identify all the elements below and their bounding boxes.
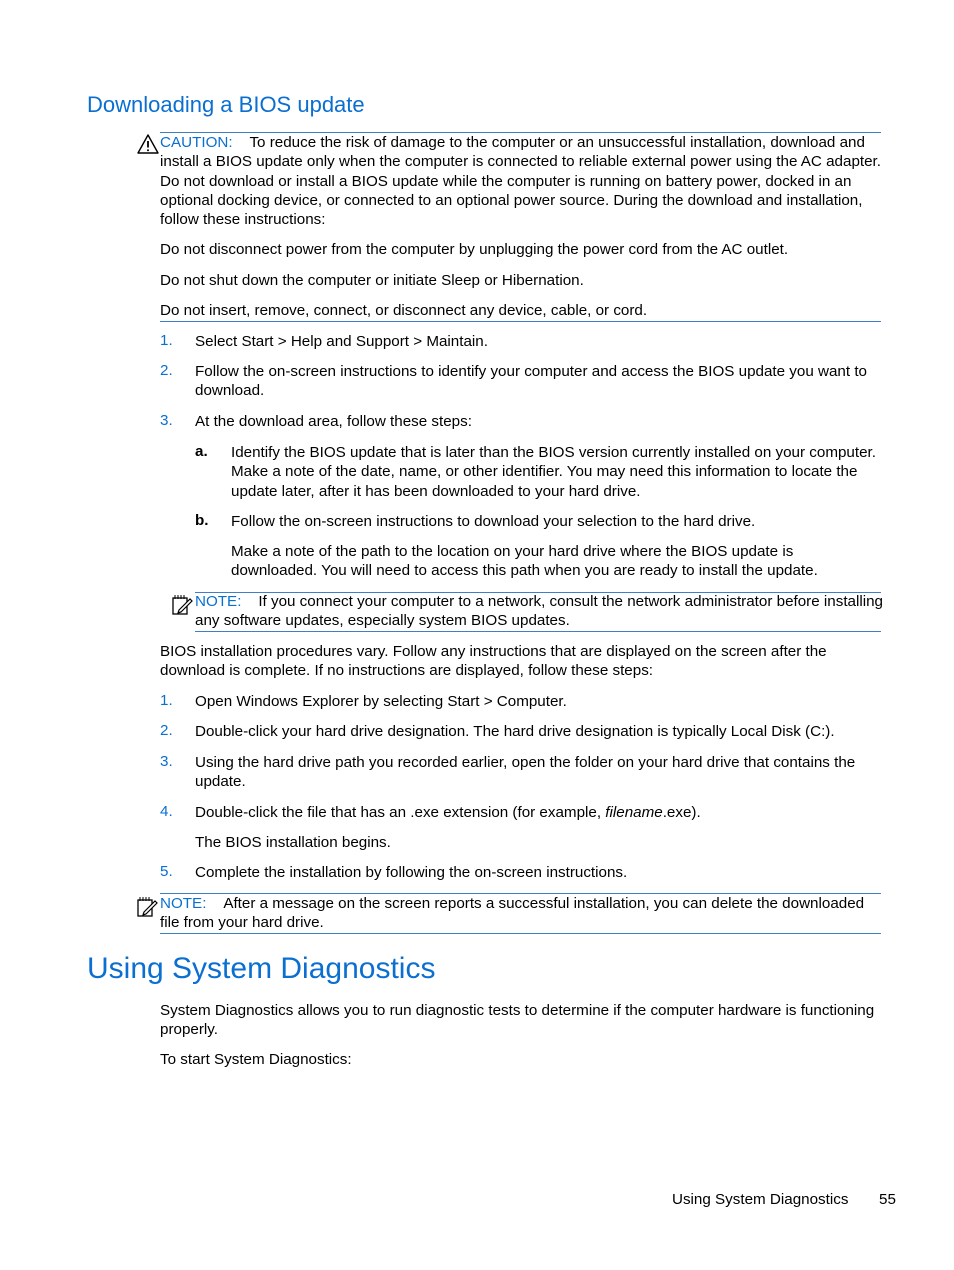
step-number: 2. xyxy=(160,362,173,379)
step-number: 3. xyxy=(160,412,173,429)
step-text-pre: Select xyxy=(195,333,242,350)
note1-label: NOTE: xyxy=(195,593,242,610)
caution-bottom-rule xyxy=(160,321,881,322)
install-step-number: 3. xyxy=(160,753,173,770)
caution-paragraph xyxy=(160,133,882,229)
note1-text: If you connect your computer to a network, consult the network administrator before installing any software updates, especially system BIOS updates. xyxy=(195,593,884,630)
section-heading-bios: Downloading a BIOS update xyxy=(87,92,365,117)
caution-warning-icon xyxy=(137,134,159,154)
step-text-post: .exe). xyxy=(662,804,701,821)
note2-notepad-icon xyxy=(135,895,159,919)
install-step-number: 2. xyxy=(160,722,173,739)
menu-path: Start > Computer xyxy=(447,693,563,710)
install-step-extra: The BIOS installation begins. xyxy=(195,834,391,851)
install-step-text: Using the hard drive path you recorded earlier, open the folder on your hard drive that contains the update. xyxy=(195,754,856,791)
note2-paragraph xyxy=(160,894,882,933)
filename-italic: filename xyxy=(605,804,663,821)
caution-item: Do not insert, remove, connect, or disconnect any device, cable, or cord. xyxy=(160,302,648,319)
install-step-text: Double-click your hard drive designation. The hard drive designation is typically Local Disk (C:). xyxy=(195,723,835,740)
note2-label: NOTE: xyxy=(160,895,207,912)
note1-paragraph xyxy=(195,592,885,631)
note2-text: After a message on the screen reports a successful installation, you can delete the downloaded file from your hard drive. xyxy=(160,895,865,932)
caution-item: Do not disconnect power from the computer by unplugging the power cord from the AC outlet. xyxy=(160,241,789,258)
step-text: Follow the on-screen instructions to identify your computer and access the BIOS update you want to download. xyxy=(195,363,867,400)
install-step-number: 5. xyxy=(160,863,173,880)
caution-text: To reduce the risk of damage to the computer or an unsuccessful installation, download and install a BIOS update only when the computer is connected to reliable external power using the AC adapter. Do not download or install a BIOS update while the computer is running on battery power, docked in an optional docking device, or connected to an optional power source. During the download and installation, follow these instructions: xyxy=(160,134,881,229)
step-text xyxy=(195,332,885,351)
footer-page-number: 55 xyxy=(879,1191,896,1208)
substep-text: Follow the on-screen instructions to download your selection to the hard drive. xyxy=(231,513,756,530)
section-heading-diagnostics: Using System Diagnostics xyxy=(87,952,436,985)
step-text: At the download area, follow these steps: xyxy=(195,413,472,430)
step-text-post: . xyxy=(562,693,567,710)
footer-section-title: Using System Diagnostics xyxy=(672,1191,849,1208)
substep-label: b. xyxy=(195,512,209,529)
step-text-pre: Open Windows Explorer by selecting xyxy=(195,693,448,710)
substep-extra-text: Make a note of the path to the location on your hard drive where the BIOS update is downloaded. You will need to access this path when you are ready to install the update. xyxy=(231,543,818,580)
caution-label: CAUTION: xyxy=(160,134,233,151)
diagnostics-paragraph: To start System Diagnostics: xyxy=(160,1051,352,1068)
note1-notepad-icon xyxy=(170,593,194,617)
substep-text: Identify the BIOS update that is later than the BIOS version currently installed on your computer. Make a note of the date, name, or other identifier. You may need this information to locate the update later, after it has been downloaded to your hard drive. xyxy=(231,444,876,500)
substep-label: a. xyxy=(195,443,208,460)
install-step-text xyxy=(195,692,885,711)
menu-path: Start > Help and Support > Maintain xyxy=(241,333,484,350)
caution-item: Do not shut down the computer or initiate Sleep or Hibernation. xyxy=(160,272,584,289)
install-intro: BIOS installation procedures vary. Follow any instructions that are displayed on the screen after the download is complete. If no instructions are displayed, follow these steps: xyxy=(160,643,827,680)
step-number: 1. xyxy=(160,332,173,349)
note1-bottom-rule xyxy=(195,631,881,632)
step-text-pre: Double-click the file that has an .exe extension (for example, xyxy=(195,804,606,821)
install-step-number: 1. xyxy=(160,692,173,709)
install-step-text xyxy=(195,803,885,822)
step-text-post: . xyxy=(483,333,488,350)
note2-bottom-rule xyxy=(160,933,881,934)
install-step-number: 4. xyxy=(160,803,173,820)
install-step-text: Complete the installation by following the on-screen instructions. xyxy=(195,864,628,881)
diagnostics-paragraph: System Diagnostics allows you to run diagnostic tests to determine if the computer hardware is functioning properly. xyxy=(160,1002,875,1039)
